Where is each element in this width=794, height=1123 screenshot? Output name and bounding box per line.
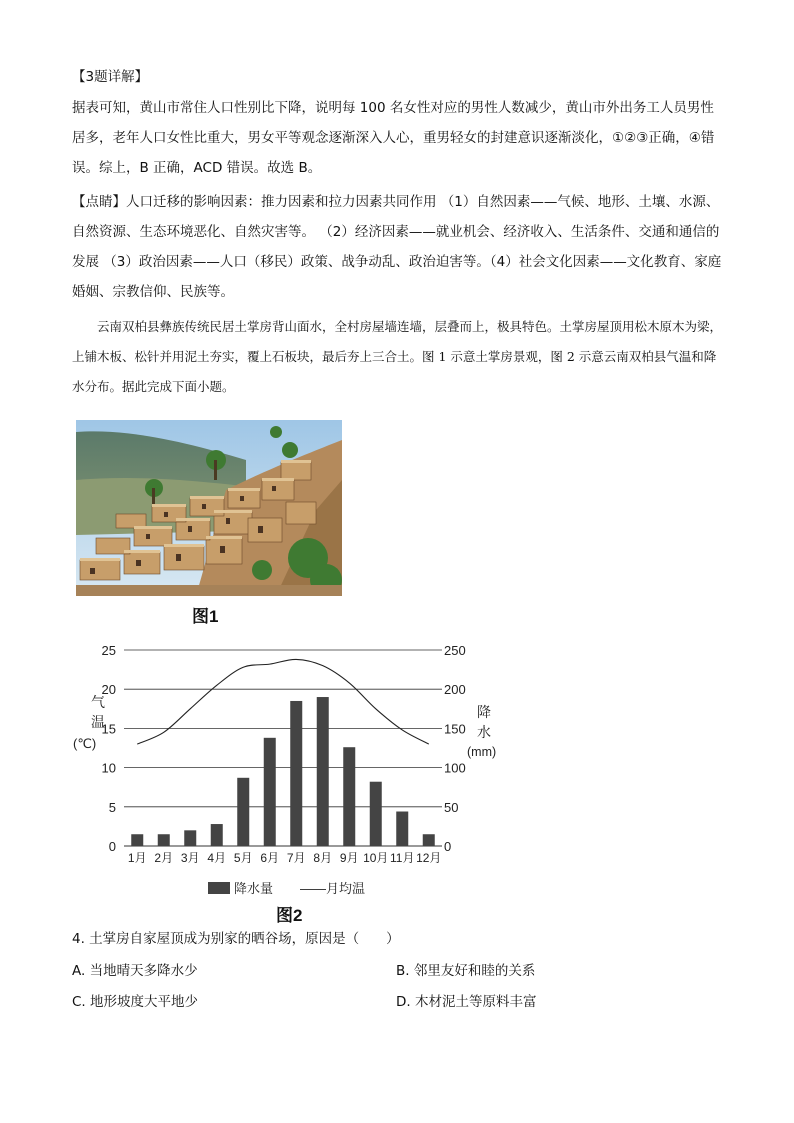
month-tick-label: 8月 <box>313 851 333 865</box>
legend-precipitation: 降水量 <box>234 881 274 896</box>
precipitation-bars <box>131 697 435 846</box>
month-tick-labels <box>128 851 442 865</box>
right-axis-ticks <box>444 643 466 854</box>
tip-paragraph <box>72 187 724 307</box>
month-tick-label: 5月 <box>233 851 253 865</box>
reading-passage: 云南双柏县彝族传统民居土掌房背山面水，全村房屋墙连墙，层叠而上，极具特色。土掌房屋顶用松木原木为梁，上铺木板、松针并用泥土夯实，覆上石板块，最后夯上三合土。图 1 示意土掌房景观，图 2 示意云南双柏县气温和降水分布。据此完成下面小题。 <box>72 319 723 394</box>
precip-bar <box>343 747 355 846</box>
month-tick-label: 4月 <box>207 851 227 865</box>
precip-bar <box>423 834 435 846</box>
right-tick-label: 50 <box>444 799 459 815</box>
right-tick-label: 100 <box>444 760 466 776</box>
precip-bar <box>317 697 329 846</box>
left-tick-label: 20 <box>101 682 116 698</box>
figure-2-caption: 图2 <box>276 906 303 925</box>
month-tick-label: 2月 <box>154 851 174 865</box>
month-tick-label: 1月 <box>127 851 147 865</box>
month-tick-label: 12月 <box>416 851 442 865</box>
right-tick-label: 200 <box>444 682 466 698</box>
precip-bar <box>370 782 382 846</box>
option-c[interactable]: C. 地形坡度大平地少 <box>72 994 199 1010</box>
month-tick-label: 3月 <box>180 851 200 865</box>
question-stem: 4. 土掌房自家屋顶成为别家的晒谷场，原因是（ ） <box>72 931 400 947</box>
right-tick-label: 150 <box>444 721 466 737</box>
left-tick-label: 25 <box>101 643 116 658</box>
option-b[interactable]: B. 邻里友好和睦的关系 <box>396 963 536 979</box>
explanation-text: 据表可知，黄山市常住人口性别比下降，说明每 100 名女性对应的男性人数减少，黄山市外出务工人员男性居多，老年人口女性比重大，男女平等观念逐渐深入人心，重男轻女的封建意识逐渐淡化，①②③正确，④错误。综上，B 正确，ACD 错误。故选 B。 <box>72 100 715 176</box>
right-tick-label: 0 <box>444 839 452 854</box>
explanation-heading: 【3题详解】 <box>72 69 149 85</box>
chart-grid <box>124 650 442 846</box>
right-axis-label-2: 水 <box>477 724 491 740</box>
month-tick-label: 7月 <box>286 851 306 865</box>
right-tick-label: 250 <box>444 643 466 658</box>
month-tick-label: 9月 <box>339 851 359 865</box>
left-tick-label: 10 <box>101 760 116 776</box>
month-tick-label: 6月 <box>260 851 280 865</box>
left-tick-label: 0 <box>108 839 116 854</box>
precip-bar <box>290 701 302 846</box>
climate-chart <box>72 638 497 900</box>
earthen-houses-photo <box>76 420 342 596</box>
legend-bar-swatch <box>208 882 230 894</box>
temperature-line <box>137 659 429 744</box>
right-axis-label-1: 降 <box>477 704 491 720</box>
tip-text: 人口迁移的影响因素：推力因素和拉力因素共同作用 （1）自然因素——气候、地形、土壤、水源、自然资源、生态环境恶化、自然灾害等。 （2）经济因素——就业机会、经济收入、生活条件、交通和通信的发展 （3）政治因素——人口（移民）政策、战争动乱、政治迫害等。（4）社会文化因素——文化教育、家庭婚姻、宗教信仰、民族等。 <box>72 194 722 300</box>
precip-bar <box>211 824 223 846</box>
left-axis-ticks <box>102 643 116 854</box>
precip-bar <box>237 778 249 846</box>
right-axis-label-3: (mm) <box>467 745 497 759</box>
option-d[interactable]: D. 木材泥土等原料丰富 <box>396 994 537 1010</box>
left-axis-label-2: 温 <box>91 714 105 730</box>
month-tick-label: 11月 <box>390 851 415 865</box>
option-a[interactable]: A. 当地晴天多降水少 <box>72 963 198 979</box>
precip-bar <box>131 834 143 846</box>
month-tick-label: 10月 <box>363 851 389 865</box>
legend-temperature: ——月均温 <box>300 881 366 896</box>
tip-label: 【点睛】 <box>72 194 126 210</box>
left-tick-label: 15 <box>101 721 116 737</box>
precip-bar <box>396 812 408 846</box>
left-tick-label: 5 <box>108 799 116 815</box>
left-axis-label-3: (℃) <box>73 736 97 751</box>
precip-bar <box>184 830 196 846</box>
figure-1-caption: 图1 <box>192 607 219 626</box>
left-axis-label-1: 气 <box>91 694 105 710</box>
precip-bar <box>264 738 276 846</box>
precip-bar <box>158 834 170 846</box>
